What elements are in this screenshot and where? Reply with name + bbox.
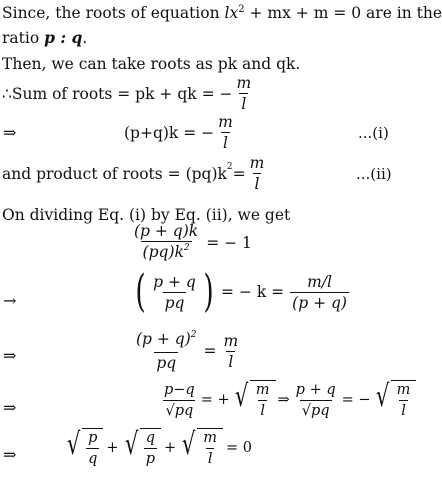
- fraction-m-over-l: [216, 113, 235, 152]
- implies-symbol: ⇒: [3, 398, 17, 417]
- equals: =: [203, 342, 217, 360]
- line2-text: ratio: [2, 29, 45, 47]
- denominator: √pq: [300, 400, 332, 420]
- text-line-2: [2, 29, 87, 47]
- fraction-m-over-l: [222, 332, 241, 371]
- text-line-1: [2, 4, 442, 22]
- text-line-3: [2, 55, 300, 73]
- equation-ref-i: ...(i): [358, 124, 389, 142]
- radical-sign: √: [124, 427, 138, 462]
- fraction-m-over-l-over-sum: [290, 273, 349, 312]
- radicand: [82, 428, 103, 468]
- product-text: and product of roots = (pq)k: [2, 164, 227, 183]
- exponent: 2: [190, 330, 197, 340]
- fraction-m-over-l: [201, 429, 219, 468]
- radical-sign: √: [234, 379, 248, 414]
- line7-text: On dividing Eq. (i) by Eq. (ii), we get: [2, 206, 291, 224]
- fraction-sum-over-pq: [151, 273, 198, 312]
- numerator: m: [223, 331, 239, 350]
- radicand: [391, 380, 417, 420]
- exponent: 2: [183, 243, 190, 253]
- sqrt-m-over-l: [179, 428, 223, 468]
- line10-equation: [132, 330, 242, 372]
- implies-symbol: ⇒: [3, 346, 17, 365]
- equals-zero: = 0: [226, 440, 253, 456]
- sqrt-p-over-q: [64, 428, 103, 468]
- radicand: [197, 428, 223, 468]
- numerator: m: [236, 74, 252, 92]
- radical-sign: √: [66, 427, 81, 462]
- numerator: p−q: [164, 381, 195, 398]
- numerator: m: [255, 382, 270, 398]
- denominator: pq: [164, 293, 185, 312]
- denominator: l: [241, 95, 247, 113]
- implies-symbol: ⇒: [3, 123, 17, 142]
- radicand: [250, 380, 276, 420]
- plus: +: [106, 440, 119, 456]
- line11-equation: [160, 380, 416, 420]
- equals-plus: = +: [200, 392, 230, 408]
- denominator: √pq: [163, 400, 195, 420]
- plus: +: [164, 440, 177, 456]
- sum-of-roots-line: [2, 74, 255, 113]
- numerator: m/l: [307, 272, 332, 291]
- fraction-q-over-p: [144, 429, 157, 468]
- denominator: l: [254, 175, 260, 193]
- fraction-p-over-q: [86, 429, 99, 468]
- division-result: [130, 222, 252, 264]
- equation-ref-ii: ...(ii): [356, 165, 392, 183]
- line1-text-end: + mx + m = 0 are in the: [244, 4, 442, 22]
- numerator: p + q: [295, 381, 336, 398]
- left-paren: (: [135, 266, 146, 317]
- denominator: l: [223, 134, 228, 152]
- fraction-sum-over-product: [132, 222, 200, 264]
- numerator: p: [88, 430, 98, 446]
- denominator: l: [228, 352, 234, 371]
- sqrt-q-over-p: [122, 428, 161, 468]
- product-of-roots-line: [2, 154, 268, 193]
- sum-of-roots-text: ∴Sum of roots = pk + qk = −: [2, 84, 233, 103]
- exponent: 2: [226, 161, 233, 172]
- numerator-text: (p + q): [136, 330, 191, 348]
- numerator: (p + q)k: [134, 222, 199, 240]
- fraction-square: [134, 330, 199, 372]
- denominator: (p + q): [292, 293, 347, 312]
- numerator: q: [145, 430, 155, 446]
- equals: =: [232, 164, 246, 183]
- numerator: m: [218, 113, 233, 131]
- equation-i-lhs: (p+q)k = −: [124, 123, 215, 142]
- numerator: m: [396, 382, 411, 398]
- fraction-m-over-l: [395, 381, 413, 420]
- denominator-text: (pq)k: [142, 243, 184, 261]
- equals-minus: = −: [341, 392, 371, 408]
- middle-expression: = − k =: [221, 283, 285, 301]
- radical-sign: √: [182, 427, 196, 462]
- fraction-m-over-l: [234, 74, 253, 113]
- right-paren: ): [203, 266, 214, 317]
- fraction-m-over-l: [254, 381, 272, 420]
- line3-text: Then, we can take roots as pk and qk.: [2, 55, 301, 73]
- final-equation: [64, 428, 252, 468]
- denominator: q: [86, 448, 99, 468]
- sqrt-m-over-l: [373, 380, 417, 420]
- numerator: m: [203, 430, 218, 446]
- denominator: p: [144, 448, 157, 468]
- fraction-diff-over-sqrt: [162, 381, 197, 420]
- sqrt-m-over-l: [232, 380, 276, 420]
- denominator: l: [206, 448, 215, 468]
- denominator: pq: [156, 354, 177, 372]
- equation-i: [124, 113, 237, 152]
- implies-symbol: ⇒: [277, 392, 290, 408]
- line1-eq-term: lx: [224, 4, 239, 22]
- fraction-m-over-l: [248, 154, 267, 193]
- ratio-expression: p : q: [44, 28, 83, 47]
- radicand: [140, 428, 161, 468]
- line9-equation: [132, 266, 351, 317]
- numerator: p + q: [153, 272, 196, 291]
- arrow-symbol: →: [3, 291, 17, 310]
- rhs: = − 1: [206, 234, 252, 252]
- fraction-sum-over-sqrt: [294, 381, 338, 420]
- denominator: l: [258, 400, 267, 420]
- numerator: [134, 330, 199, 352]
- line1-text: Since, the roots of equation: [2, 4, 225, 22]
- denominator: l: [399, 400, 408, 420]
- implies-symbol: ⇒: [3, 445, 17, 464]
- radical-sign: √: [375, 379, 389, 414]
- numerator: m: [249, 154, 265, 172]
- denominator: [141, 241, 192, 264]
- exponent: 2: [238, 3, 245, 15]
- period: .: [82, 29, 88, 47]
